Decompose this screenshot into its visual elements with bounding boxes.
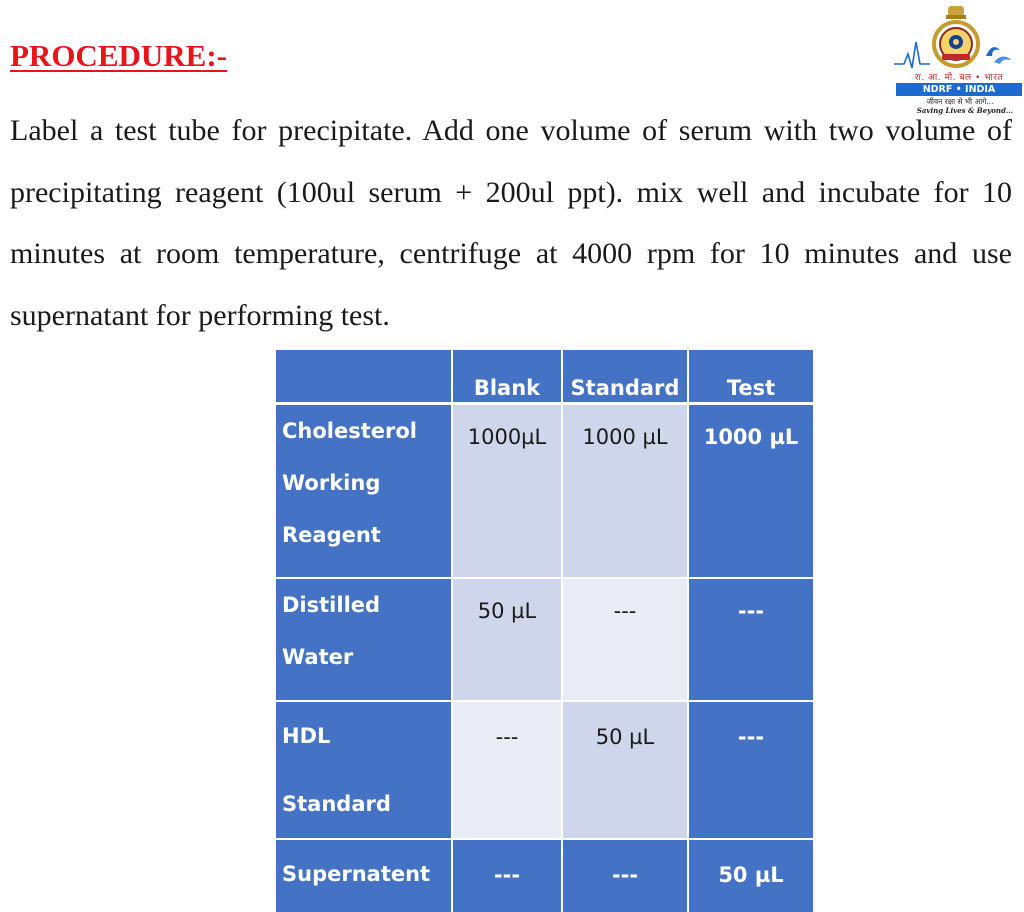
table-cell: 50 µL bbox=[452, 578, 562, 701]
table-header-cell: Test bbox=[688, 350, 813, 404]
table-row bbox=[276, 701, 813, 839]
logo-hindi-text: रा. आ. मो. बल • भारत bbox=[914, 73, 1004, 83]
table-cell: --- bbox=[452, 701, 562, 839]
table-header-cell bbox=[276, 350, 452, 404]
row-label: Distilled Water bbox=[276, 578, 452, 701]
logo-banner: NDRF • INDIA bbox=[896, 83, 1022, 96]
row-label: HDL Standard bbox=[276, 701, 452, 839]
row-label: Cholesterol Working Reagent bbox=[276, 404, 452, 579]
table-cell: 1000µL bbox=[452, 404, 562, 579]
table-cell: 50 µL bbox=[688, 839, 813, 912]
table-row bbox=[276, 404, 813, 579]
table-cell: --- bbox=[688, 701, 813, 839]
emblem-icon bbox=[890, 2, 1024, 72]
table-cell: --- bbox=[688, 578, 813, 701]
logo-tagline-english: Saving Lives & Beyond... bbox=[916, 106, 1014, 115]
table-cell: --- bbox=[452, 839, 562, 912]
table-cell: 1000 µL bbox=[562, 404, 688, 579]
procedure-paragraph: Label a test tube for precipitate. Add one volume of serum with two volume of precipitating reagent (100ul serum + 200ul ppt). mix well and incubate for 10 minutes at room temperature, centrifuge at 4000 rpm for 10 minutes and use supernatant for performing test. bbox=[10, 114, 1012, 332]
logo-tagline-hindi: जीवन रक्षा से भी आगे... bbox=[926, 97, 994, 106]
table-cell: 1000 µL bbox=[688, 404, 813, 579]
procedure-table bbox=[276, 350, 813, 912]
table-cell: --- bbox=[562, 578, 688, 701]
table-header-row bbox=[276, 350, 813, 404]
table-cell: 50 µL bbox=[562, 701, 688, 839]
row-label: Supernatent bbox=[276, 839, 452, 912]
table-row bbox=[276, 839, 813, 912]
ndrf-logo bbox=[890, 2, 1024, 114]
table-row bbox=[276, 578, 813, 701]
table-header-cell: Standard bbox=[562, 350, 688, 404]
procedure-heading: PROCEDURE:- bbox=[10, 38, 227, 73]
table-header-cell: Blank bbox=[452, 350, 562, 404]
table-cell: --- bbox=[562, 839, 688, 912]
